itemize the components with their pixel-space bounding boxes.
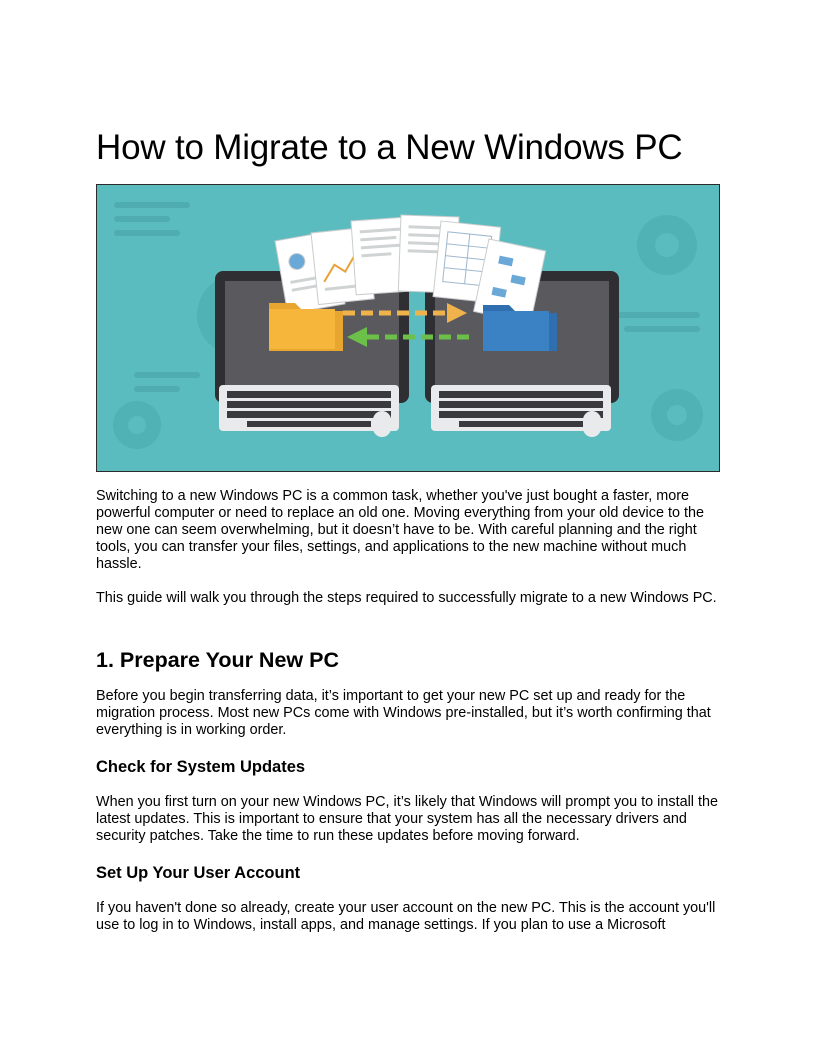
section-heading-prepare: 1. Prepare Your New PC [96, 648, 339, 672]
left-mouse-icon [373, 411, 391, 437]
left-keyboard-icon [219, 385, 399, 431]
hero-illustration [96, 184, 720, 472]
intro-paragraph-1: Switching to a new Windows PC is a common task, whether you've just bought a faster, more powerful computer or need to replace an old one. Moving everything from your old device to the new one can seem overwhelming, but it doesn’t have to be. With careful planning and the right tools, you can transfer your files, settings, and applications to the new machine without much hassle. [96, 488, 704, 572]
folder-icon-right [483, 305, 557, 351]
subsection-heading-account: Set Up Your User Account [96, 864, 301, 882]
subsection-heading-updates: Check for System Updates [96, 758, 306, 776]
folder-icon-left [269, 303, 343, 351]
section-paragraph-prepare: Before you begin transferring data, it’s important to get your new PC set up and ready for the migration process. Most new PCs come with Windows pre-installed, but it’s worth confirming that everything is in working order. [96, 688, 711, 738]
intro-paragraph-2: This guide will walk you through the steps required to successfully migrate to a new Windows PC. [96, 590, 717, 606]
document-title: How to Migrate to a New Windows PC [96, 128, 683, 167]
right-mouse-icon [583, 411, 601, 437]
subsection-paragraph-account: If you haven't done so already, create your user account on the new PC. This is the account you'll use to log in to Windows, install apps, and manage settings. If you plan to use a Microsoft [96, 900, 716, 933]
subsection-paragraph-updates: When you first turn on your new Windows PC, it’s likely that Windows will prompt you to install the latest updates. This is important to ensure that your system has all the necessary drivers and security patches. Take the time to run these updates before moving forward. [96, 794, 718, 844]
migration-illustration [97, 185, 719, 471]
